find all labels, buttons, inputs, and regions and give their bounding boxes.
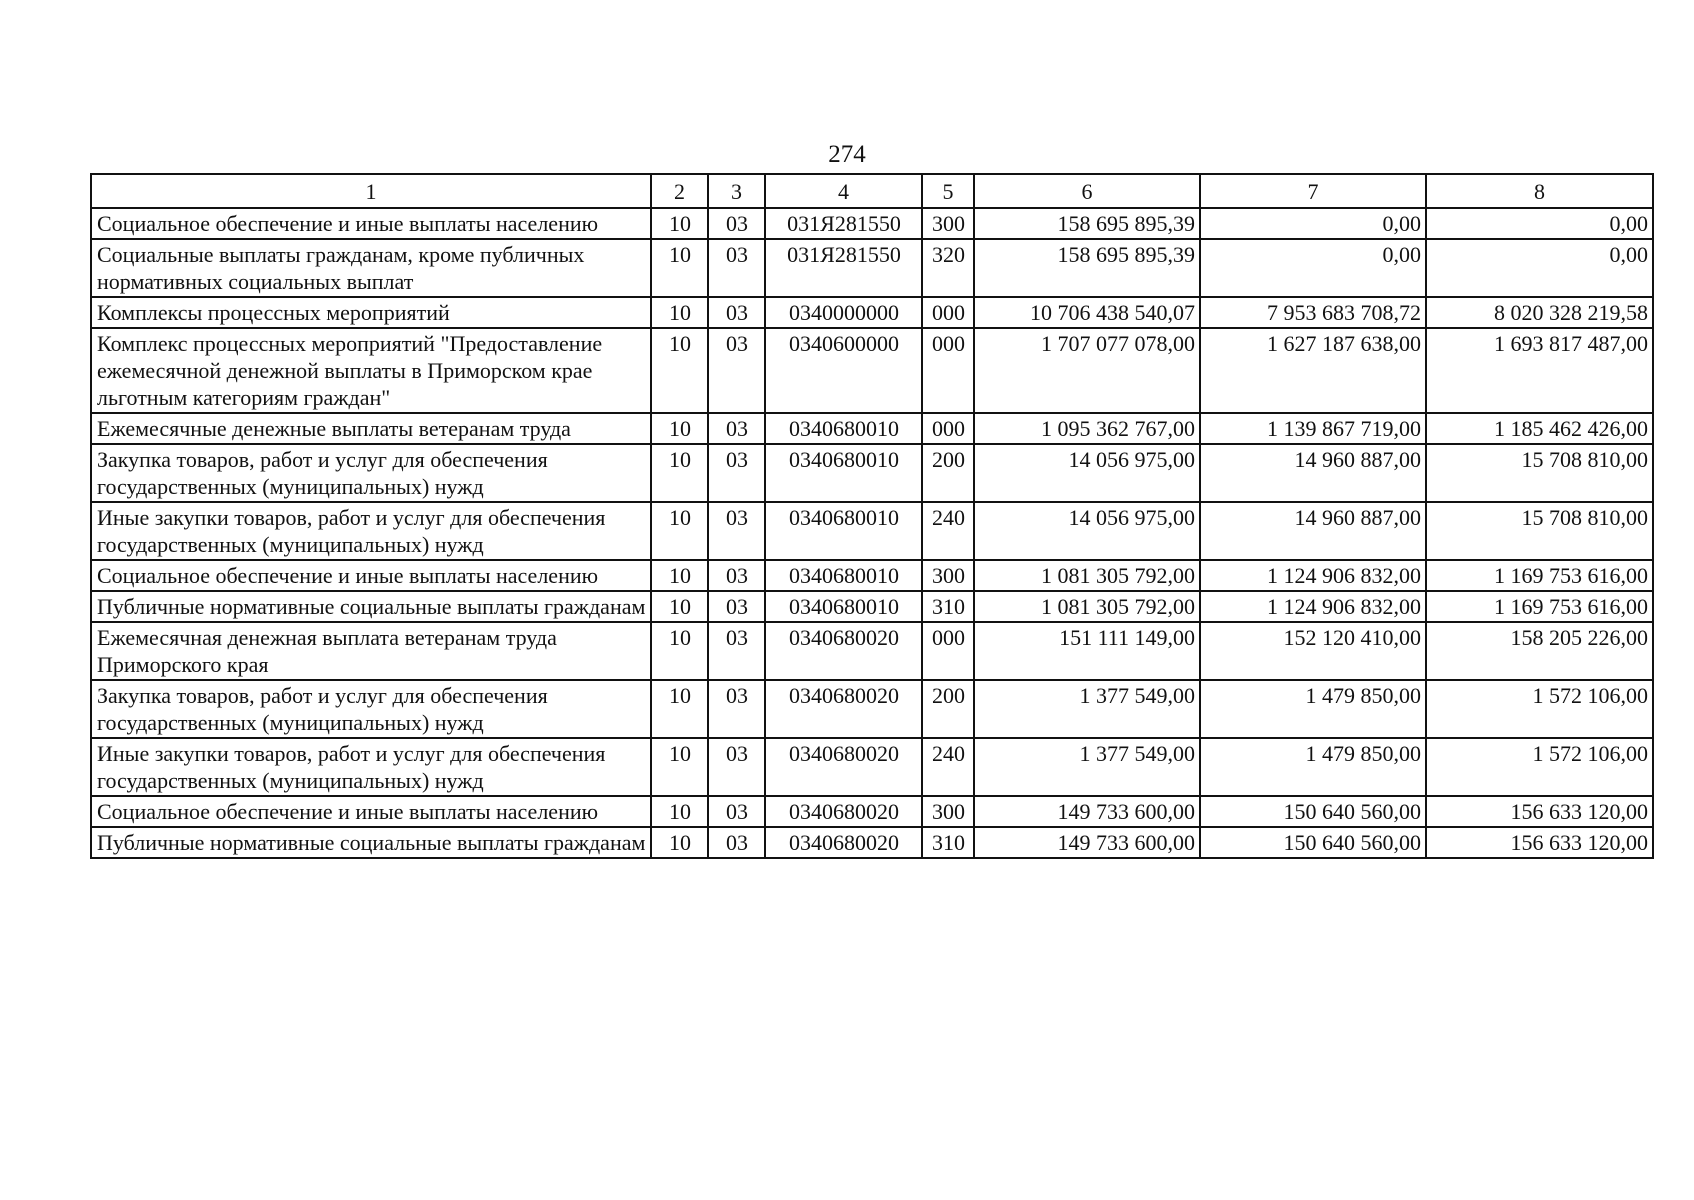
expense-type-cell: 240 (922, 502, 974, 560)
section-code-cell: 10 (651, 622, 708, 680)
amount-col8-cell: 1 169 753 616,00 (1426, 560, 1653, 591)
item-name-cell: Социальное обеспечение и иные выплаты населению (91, 208, 651, 239)
item-name-cell: Публичные нормативные социальные выплаты гражданам (91, 591, 651, 622)
expense-type-cell: 000 (922, 622, 974, 680)
column-header: 4 (765, 174, 922, 208)
item-name-cell: Ежемесячная денежная выплата ветеранам труда Приморского края (91, 622, 651, 680)
amount-col8-cell: 1 185 462 426,00 (1426, 413, 1653, 444)
column-header: 8 (1426, 174, 1653, 208)
expense-type-cell: 000 (922, 413, 974, 444)
subsection-code-cell: 03 (708, 328, 765, 413)
amount-col6-cell: 1 377 549,00 (974, 738, 1200, 796)
item-name-cell: Комплексы процессных мероприятий (91, 297, 651, 328)
amount-col7-cell: 1 479 850,00 (1200, 738, 1426, 796)
section-code-cell: 10 (651, 328, 708, 413)
target-article-cell: 031Я281550 (765, 239, 922, 297)
section-code-cell: 10 (651, 502, 708, 560)
column-header: 1 (91, 174, 651, 208)
table-row (91, 208, 1653, 239)
section-code-cell: 10 (651, 796, 708, 827)
amount-col6-cell: 149 733 600,00 (974, 827, 1200, 858)
table-row (91, 328, 1653, 413)
budget-table (90, 173, 1654, 859)
item-name-cell: Комплекс процессных мероприятий "Предоставление ежемесячной денежной выплаты в Приморском крае льготным категориям граждан" (91, 328, 651, 413)
target-article-cell: 0340680010 (765, 502, 922, 560)
expense-type-cell: 310 (922, 827, 974, 858)
expense-type-cell: 300 (922, 560, 974, 591)
target-article-cell: 0340680010 (765, 413, 922, 444)
table-row (91, 502, 1653, 560)
item-name-cell: Иные закупки товаров, работ и услуг для обеспечения государственных (муниципальных) нужд (91, 502, 651, 560)
target-article-cell: 0340680010 (765, 560, 922, 591)
table-row (91, 591, 1653, 622)
header-row (91, 174, 1653, 208)
target-article-cell: 0340680010 (765, 591, 922, 622)
table-row (91, 239, 1653, 297)
item-name-cell: Закупка товаров, работ и услуг для обеспечения государственных (муниципальных) нужд (91, 444, 651, 502)
target-article-cell: 0340680020 (765, 622, 922, 680)
expense-type-cell: 200 (922, 444, 974, 502)
table-row (91, 444, 1653, 502)
table-row (91, 560, 1653, 591)
expense-type-cell: 320 (922, 239, 974, 297)
target-article-cell: 0340600000 (765, 328, 922, 413)
item-name-cell: Иные закупки товаров, работ и услуг для обеспечения государственных (муниципальных) нужд (91, 738, 651, 796)
amount-col8-cell: 156 633 120,00 (1426, 827, 1653, 858)
target-article-cell: 031Я281550 (765, 208, 922, 239)
amount-col7-cell: 1 627 187 638,00 (1200, 328, 1426, 413)
section-code-cell: 10 (651, 591, 708, 622)
section-code-cell: 10 (651, 208, 708, 239)
amount-col8-cell: 1 572 106,00 (1426, 738, 1653, 796)
item-name-cell: Социальное обеспечение и иные выплаты населению (91, 796, 651, 827)
amount-col6-cell: 158 695 895,39 (974, 208, 1200, 239)
target-article-cell: 0340000000 (765, 297, 922, 328)
amount-col6-cell: 1 081 305 792,00 (974, 591, 1200, 622)
section-code-cell: 10 (651, 827, 708, 858)
amount-col8-cell: 1 693 817 487,00 (1426, 328, 1653, 413)
section-code-cell: 10 (651, 680, 708, 738)
column-header: 2 (651, 174, 708, 208)
item-name-cell: Публичные нормативные социальные выплаты гражданам (91, 827, 651, 858)
amount-col8-cell: 1 572 106,00 (1426, 680, 1653, 738)
amount-col6-cell: 1 081 305 792,00 (974, 560, 1200, 591)
section-code-cell: 10 (651, 560, 708, 591)
subsection-code-cell: 03 (708, 622, 765, 680)
amount-col8-cell: 158 205 226,00 (1426, 622, 1653, 680)
expense-type-cell: 300 (922, 208, 974, 239)
subsection-code-cell: 03 (708, 827, 765, 858)
subsection-code-cell: 03 (708, 560, 765, 591)
amount-col8-cell: 15 708 810,00 (1426, 444, 1653, 502)
table-row (91, 622, 1653, 680)
table-body (91, 208, 1653, 858)
expense-type-cell: 240 (922, 738, 974, 796)
table-row (91, 413, 1653, 444)
column-header: 7 (1200, 174, 1426, 208)
subsection-code-cell: 03 (708, 796, 765, 827)
table-row (91, 796, 1653, 827)
amount-col6-cell: 1 377 549,00 (974, 680, 1200, 738)
amount-col7-cell: 0,00 (1200, 239, 1426, 297)
expense-type-cell: 000 (922, 297, 974, 328)
amount-col6-cell: 10 706 438 540,07 (974, 297, 1200, 328)
subsection-code-cell: 03 (708, 680, 765, 738)
subsection-code-cell: 03 (708, 297, 765, 328)
table-row (91, 297, 1653, 328)
section-code-cell: 10 (651, 239, 708, 297)
target-article-cell: 0340680020 (765, 827, 922, 858)
amount-col7-cell: 1 124 906 832,00 (1200, 560, 1426, 591)
column-header: 3 (708, 174, 765, 208)
subsection-code-cell: 03 (708, 591, 765, 622)
item-name-cell: Социальное обеспечение и иные выплаты населению (91, 560, 651, 591)
page-number: 274 (828, 141, 866, 168)
amount-col7-cell: 0,00 (1200, 208, 1426, 239)
expense-type-cell: 300 (922, 796, 974, 827)
amount-col7-cell: 152 120 410,00 (1200, 622, 1426, 680)
amount-col7-cell: 150 640 560,00 (1200, 827, 1426, 858)
subsection-code-cell: 03 (708, 444, 765, 502)
column-header: 6 (974, 174, 1200, 208)
table-row (91, 827, 1653, 858)
amount-col7-cell: 1 479 850,00 (1200, 680, 1426, 738)
target-article-cell: 0340680020 (765, 738, 922, 796)
section-code-cell: 10 (651, 444, 708, 502)
amount-col7-cell: 14 960 887,00 (1200, 444, 1426, 502)
amount-col8-cell: 0,00 (1426, 239, 1653, 297)
target-article-cell: 0340680020 (765, 680, 922, 738)
column-header: 5 (922, 174, 974, 208)
expense-type-cell: 310 (922, 591, 974, 622)
subsection-code-cell: 03 (708, 413, 765, 444)
section-code-cell: 10 (651, 413, 708, 444)
item-name-cell: Ежемесячные денежные выплаты ветеранам труда (91, 413, 651, 444)
amount-col7-cell: 1 124 906 832,00 (1200, 591, 1426, 622)
target-article-cell: 0340680020 (765, 796, 922, 827)
amount-col6-cell: 14 056 975,00 (974, 502, 1200, 560)
subsection-code-cell: 03 (708, 502, 765, 560)
section-code-cell: 10 (651, 738, 708, 796)
subsection-code-cell: 03 (708, 239, 765, 297)
subsection-code-cell: 03 (708, 208, 765, 239)
amount-col8-cell: 0,00 (1426, 208, 1653, 239)
amount-col6-cell: 149 733 600,00 (974, 796, 1200, 827)
expense-type-cell: 200 (922, 680, 974, 738)
amount-col8-cell: 1 169 753 616,00 (1426, 591, 1653, 622)
amount-col7-cell: 150 640 560,00 (1200, 796, 1426, 827)
amount-col6-cell: 1 095 362 767,00 (974, 413, 1200, 444)
amount-col8-cell: 8 020 328 219,58 (1426, 297, 1653, 328)
amount-col7-cell: 1 139 867 719,00 (1200, 413, 1426, 444)
subsection-code-cell: 03 (708, 738, 765, 796)
amount-col6-cell: 151 111 149,00 (974, 622, 1200, 680)
amount-col6-cell: 14 056 975,00 (974, 444, 1200, 502)
table-row (91, 738, 1653, 796)
amount-col8-cell: 156 633 120,00 (1426, 796, 1653, 827)
table-row (91, 680, 1653, 738)
section-code-cell: 10 (651, 297, 708, 328)
expense-type-cell: 000 (922, 328, 974, 413)
item-name-cell: Закупка товаров, работ и услуг для обеспечения государственных (муниципальных) нужд (91, 680, 651, 738)
amount-col6-cell: 1 707 077 078,00 (974, 328, 1200, 413)
amount-col6-cell: 158 695 895,39 (974, 239, 1200, 297)
target-article-cell: 0340680010 (765, 444, 922, 502)
item-name-cell: Социальные выплаты гражданам, кроме публичных нормативных социальных выплат (91, 239, 651, 297)
amount-col7-cell: 7 953 683 708,72 (1200, 297, 1426, 328)
amount-col8-cell: 15 708 810,00 (1426, 502, 1653, 560)
amount-col7-cell: 14 960 887,00 (1200, 502, 1426, 560)
